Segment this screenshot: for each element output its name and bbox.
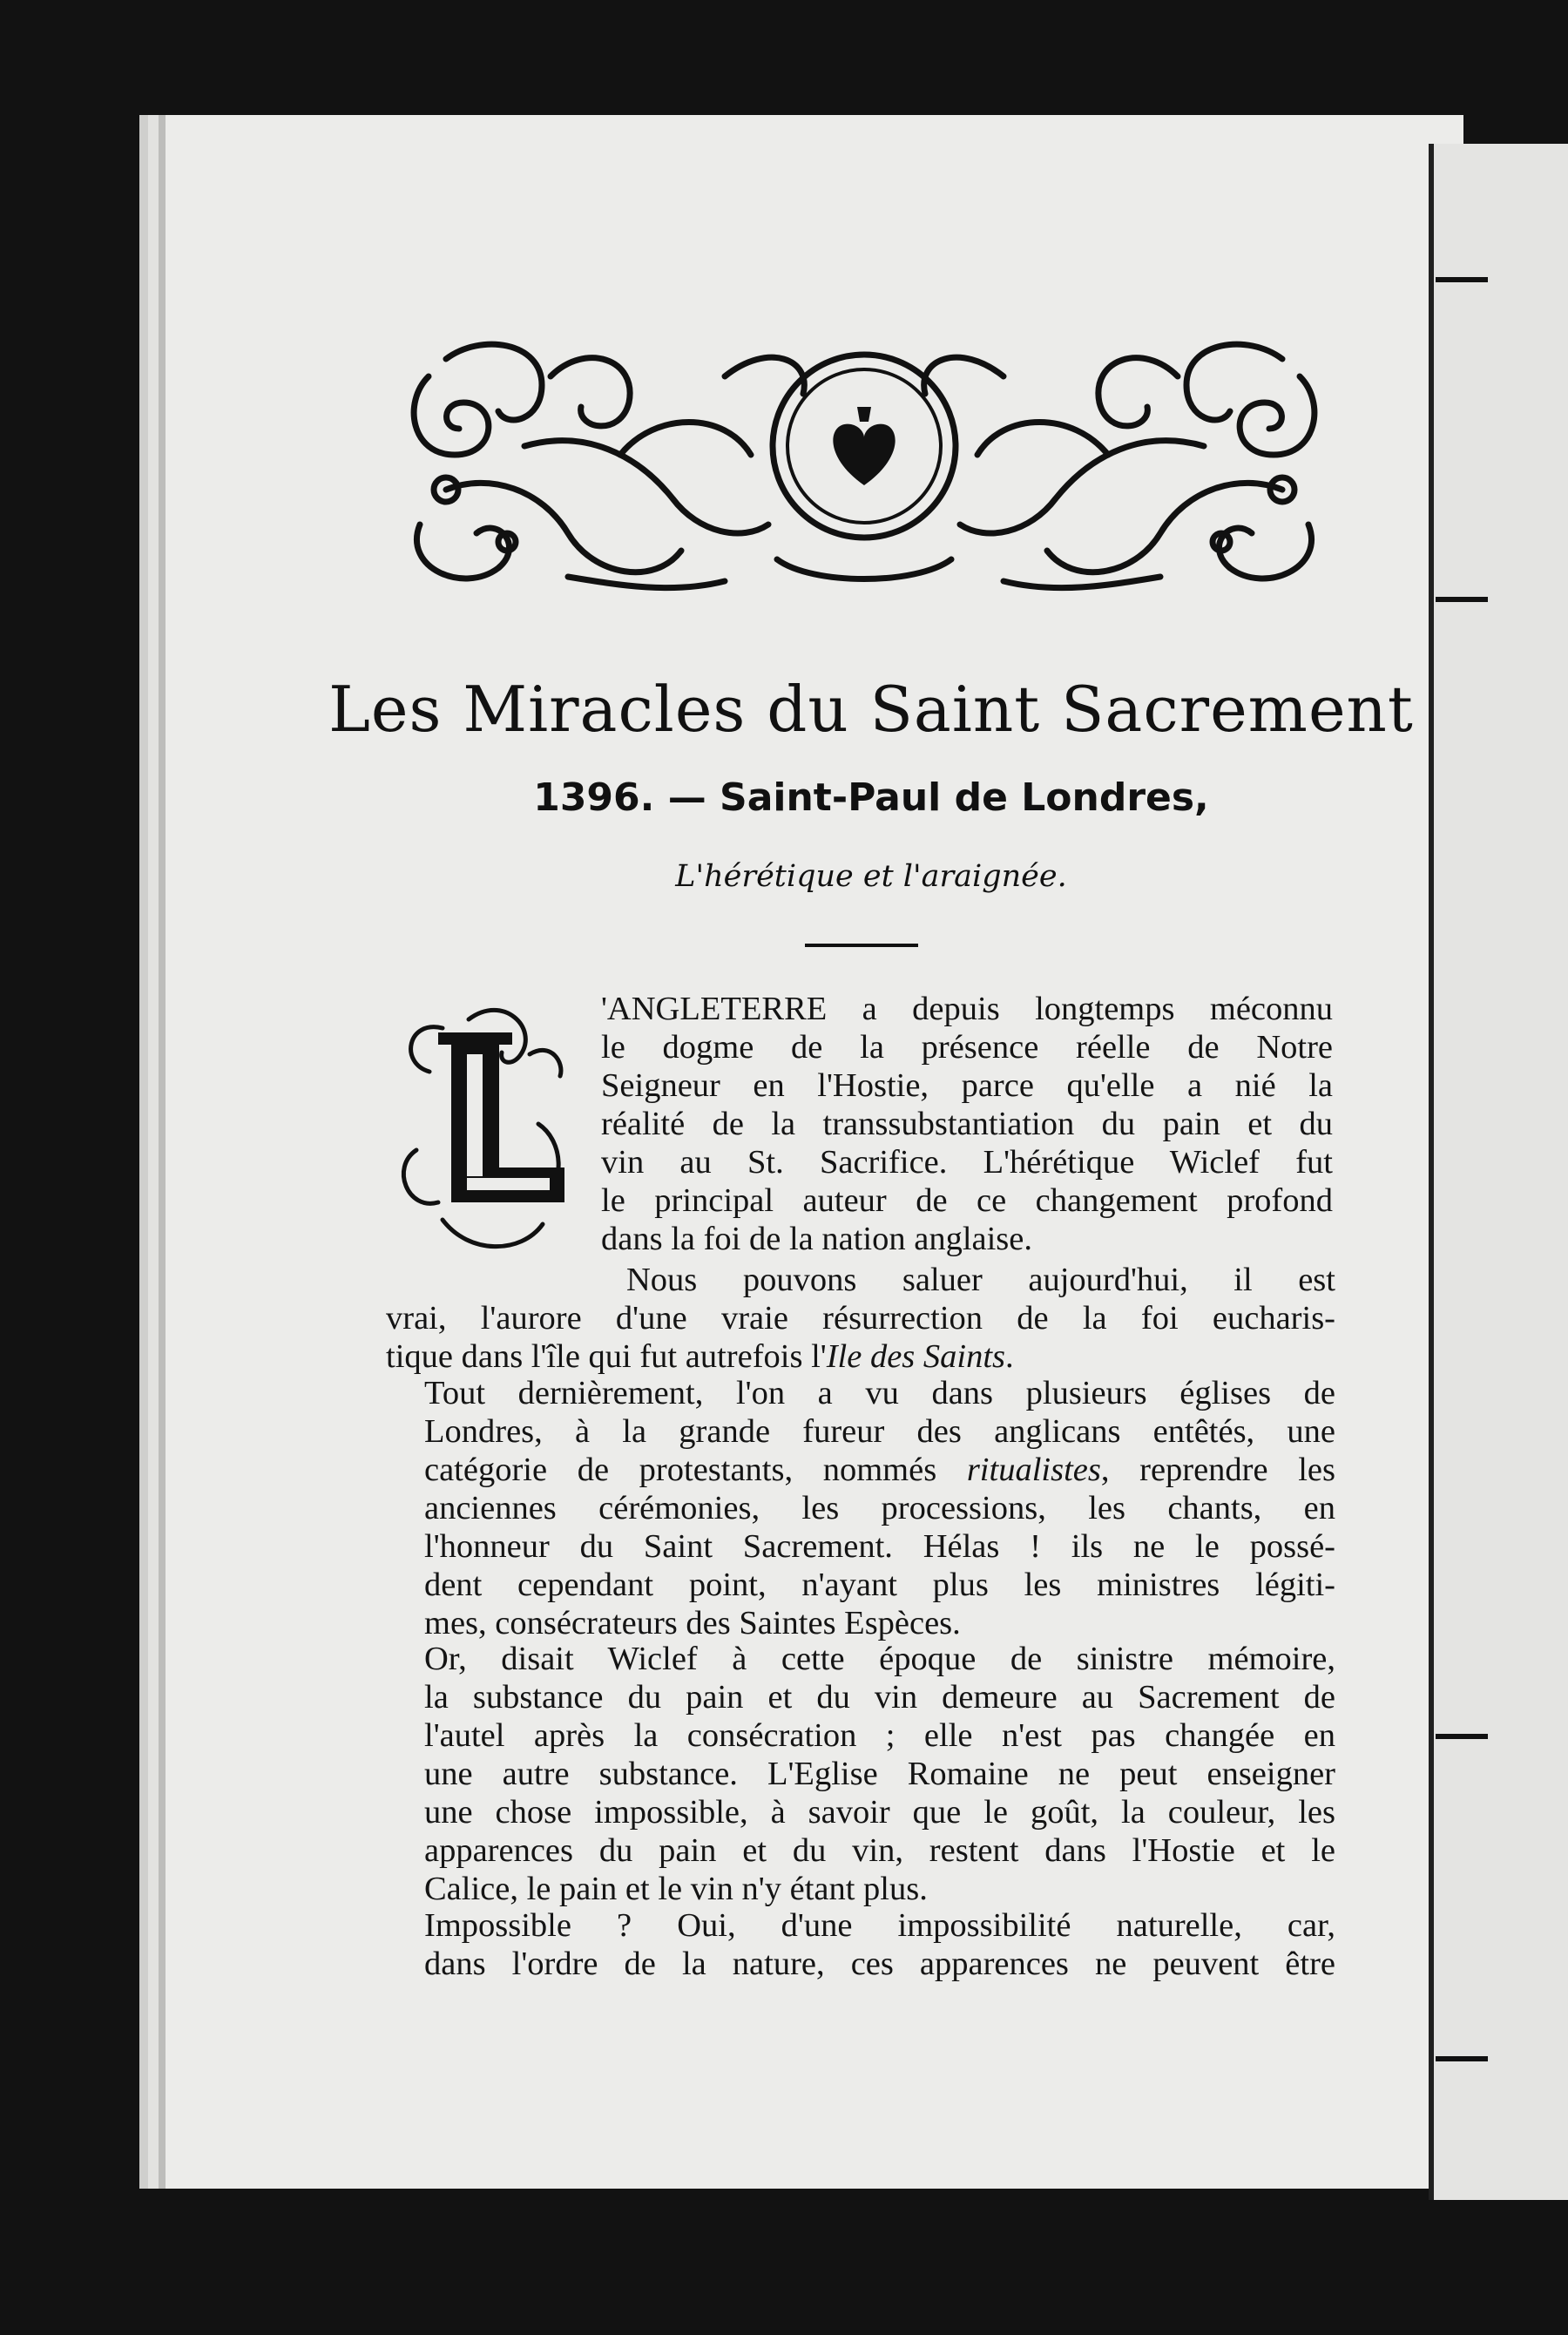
text-line: 'ANGLETERRE a depuis longtemps méconnu <box>601 991 1333 1027</box>
section-divider <box>805 944 918 947</box>
paragraph-3 <box>386 1374 1335 1642</box>
text-line: vrai, l'aurore d'une vraie résurrection de la foi eucharis- <box>386 1300 1335 1337</box>
page-title: Les Miracles du Saint Sacrement <box>328 673 1414 746</box>
text-line: catégorie de protestants, nommés ritualistes, reprendre les <box>424 1452 1335 1488</box>
text-line: une autre substance. L'Eglise Romaine ne peut enseigner <box>424 1756 1335 1792</box>
text-line: le dogme de la présence réelle de Notre <box>601 1029 1333 1066</box>
text-line: dans l'ordre de la nature, ces apparences ne peuvent être <box>424 1946 1335 1982</box>
text-line: mes, consécrateurs des Saintes Espèces. <box>424 1605 961 1641</box>
text-line: Or, disait Wiclef à cette époque de sinistre mémoire, <box>424 1641 1335 1677</box>
paragraph-5 <box>386 1906 1335 1983</box>
binding-thread <box>1436 1734 1488 1739</box>
paragraph-4 <box>386 1640 1335 1908</box>
text-line: anciennes cérémonies, les processions, les chants, en <box>424 1490 1335 1526</box>
paragraph-2 <box>386 1261 1335 1376</box>
text-line: dent cependant point, n'ayant plus les ministres légiti- <box>424 1567 1335 1603</box>
text-line: apparences du pain et du vin, restent dans l'Hostie et le <box>424 1832 1335 1869</box>
chapter-tagline: L'hérétique et l'araignée. <box>675 859 1067 894</box>
text-line: tique dans l'île qui fut autrefois l'Ile des Saints. <box>386 1338 1014 1375</box>
text-line: dans la foi de la nation anglaise. <box>601 1221 1032 1257</box>
dropcap-letter-l-icon <box>390 993 573 1255</box>
text-line: Londres, à la grande fureur des anglicans entêtés, une <box>424 1413 1335 1450</box>
text-line: Impossible ? Oui, d'une impossibilité naturelle, car, <box>424 1907 1335 1944</box>
binding-thread <box>1436 277 1488 282</box>
text-line: Seigneur en l'Hostie, parce qu'elle a nié la <box>601 1067 1333 1104</box>
text-line: réalité de la transsubstantiation du pain et du <box>601 1106 1333 1142</box>
text-line: Nous pouvons saluer aujourd'hui, il est <box>626 1262 1335 1298</box>
paragraph-1 <box>591 990 1333 1258</box>
text-line: Calice, le pain et le vin n'y étant plus. <box>424 1871 928 1907</box>
chapter-heading: 1396. — Saint-Paul de Londres, <box>533 775 1209 820</box>
headpiece-ornament-icon <box>394 324 1335 603</box>
text-line: l'autel après la consécration ; elle n'est pas changée en <box>424 1717 1335 1754</box>
text-line: Tout dernièrement, l'on a vu dans plusieurs églises de <box>424 1375 1335 1411</box>
text-line: vin au St. Sacrifice. L'hérétique Wiclef fut <box>601 1144 1333 1181</box>
binding-thread <box>1436 597 1488 602</box>
facing-page-edge <box>1429 144 1568 2200</box>
text-line: le principal auteur de ce changement profond <box>601 1182 1333 1219</box>
text-line: une chose impossible, à savoir que le goût, la couleur, les <box>424 1794 1335 1831</box>
binding-thread <box>1436 2056 1488 2061</box>
text-line: la substance du pain et du vin demeure au Sacrement de <box>424 1679 1335 1716</box>
text-line: l'honneur du Saint Sacrement. Hélas ! ils ne le possé- <box>424 1528 1335 1565</box>
emphasis: Ile des Saints <box>826 1338 1006 1375</box>
emphasis: ritualistes <box>966 1452 1101 1488</box>
